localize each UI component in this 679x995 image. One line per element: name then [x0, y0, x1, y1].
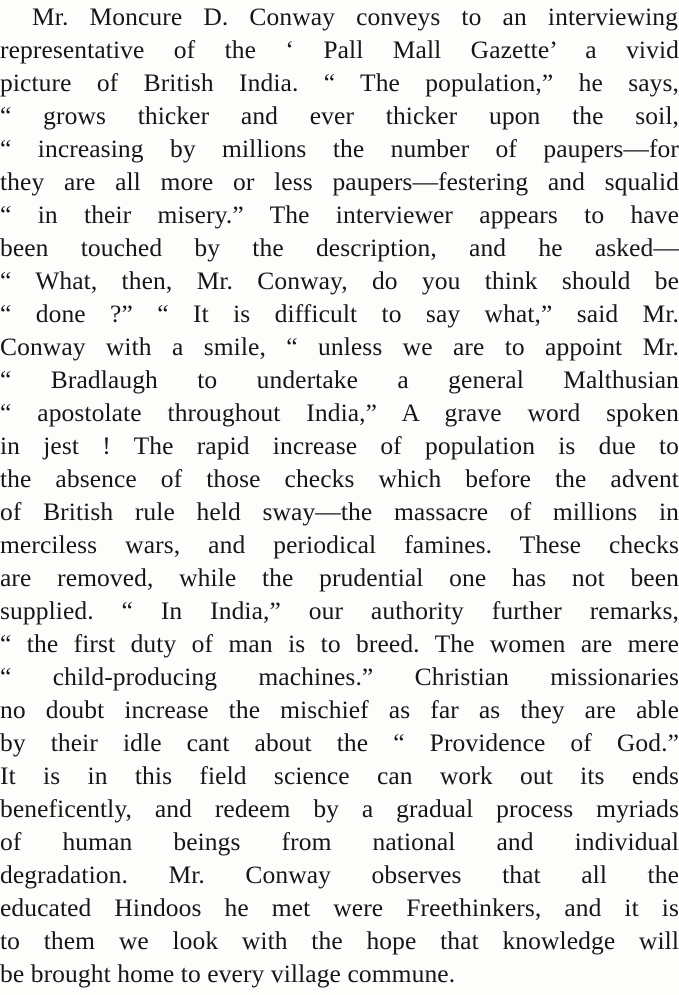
text-line-12: “ Bradlaugh to undertake a general Malthusian: [0, 365, 679, 394]
text-line-5: “ increasing by millions the number of paupers—for: [0, 134, 679, 163]
text-line-8: been touched by the description, and he asked—: [0, 233, 679, 262]
text-line-14: in jest ! The rapid increase of population is due to: [0, 431, 679, 460]
text-line-15: the absence of those checks which before the advent: [0, 464, 679, 493]
text-line-29: to them we look with the hope that knowledge will: [0, 926, 679, 955]
text-line-27: degradation. Mr. Conway observes that all the: [0, 860, 679, 889]
text-line-16: of British rule held sway—the massacre of millions in: [0, 497, 679, 526]
text-line-22: no doubt increase the mischief as far as they are able: [0, 695, 679, 724]
text-line-26: of human beings from national and individual: [0, 827, 679, 856]
text-line-30: be brought home to every village commune.: [0, 959, 456, 988]
text-line-9: “ What, then, Mr. Conway, do you think should be: [0, 266, 679, 295]
text-line-21: “ child-producing machines.” Christian missionaries: [0, 662, 679, 691]
text-line-24: It is in this field science can work out its ends: [0, 761, 679, 790]
text-line-11: Conway with a smile, “ unless we are to appoint Mr.: [0, 332, 679, 361]
text-line-28: educated Hindoos he met were Freethinkers, and it is: [0, 893, 679, 922]
text-line-17: merciless wars, and periodical famines. These checks: [0, 530, 679, 559]
text-line-23: by their idle cant about the “ Providence of God.”: [0, 728, 679, 757]
text-line-20: “ the first duty of man is to breed. The women are mere: [0, 629, 679, 658]
text-line-7: “ in their misery.” The interviewer appears to have: [0, 200, 679, 229]
text-line-25: beneficently, and redeem by a gradual process myriads: [0, 794, 679, 823]
text-line-18: are removed, while the prudential one has not been: [0, 563, 679, 592]
text-line-3: picture of British India. “ The population,” he says,: [0, 68, 679, 97]
text-line-10: “ done ?” “ It is difficult to say what,” said Mr.: [0, 299, 679, 328]
text-line-1: Mr. Moncure D. Conway conveys to an interviewing: [32, 2, 678, 31]
text-line-4: “ grows thicker and ever thicker upon the soil,: [0, 101, 679, 130]
text-line-2: representative of the ‘ Pall Mall Gazette’ a vivid: [0, 35, 679, 64]
text-line-6: they are all more or less paupers—festering and squalid: [0, 167, 679, 196]
text-line-13: “ apostolate throughout India,” A grave word spoken: [0, 398, 679, 427]
text-line-19: supplied. “ In India,” our authority further remarks,: [0, 596, 679, 625]
